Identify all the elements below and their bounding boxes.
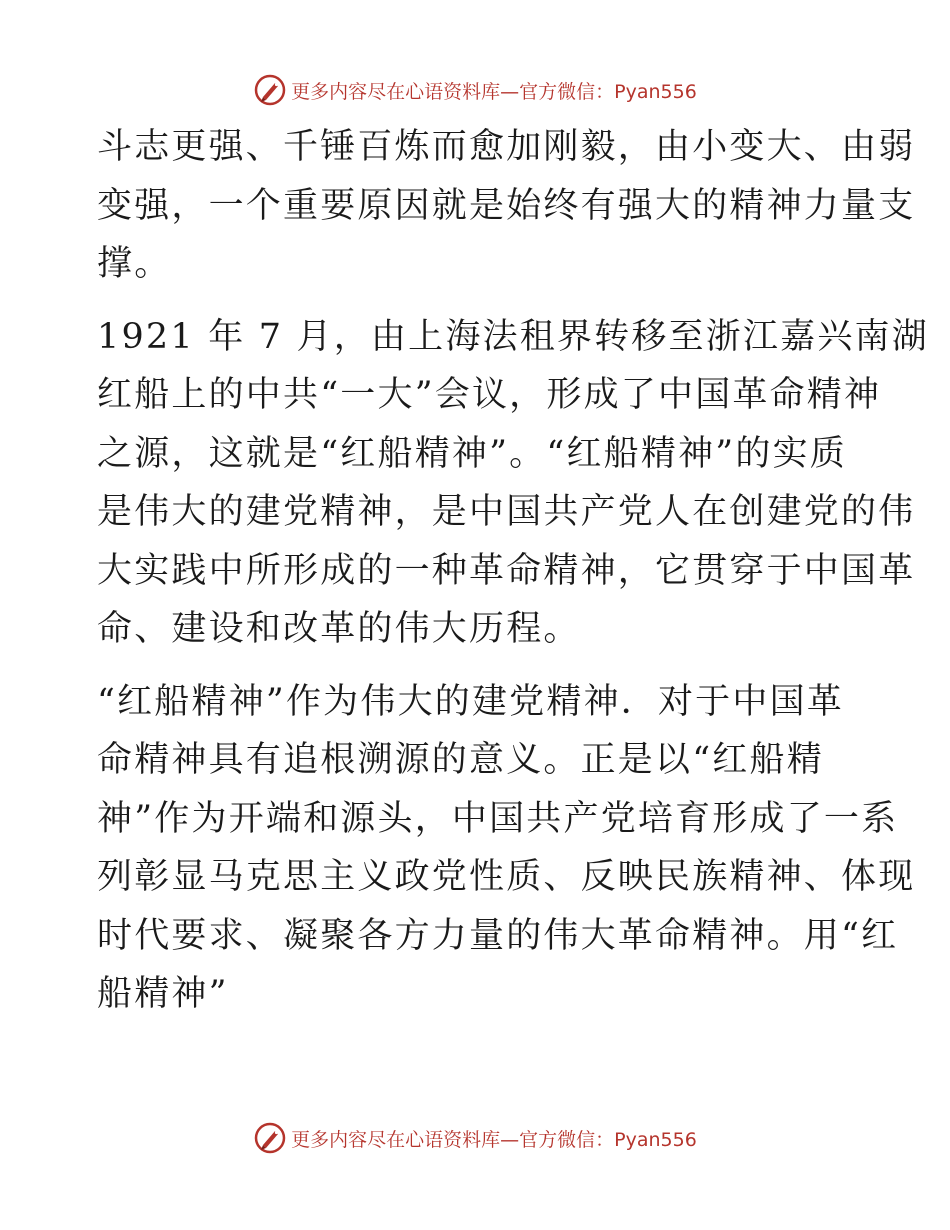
text-line: 是伟大的建党精神，是中国共产党人在创建党的伟 [97, 492, 916, 532]
text-line: 斗志更强、千锤百炼而愈加刚毅，由小变大、由弱 [97, 127, 916, 167]
pen-logo-icon [253, 73, 287, 107]
text-line: 红船上的中共“一大”会议，形成了中国革命精神 [97, 375, 882, 415]
text-line: 命、建设和改革的伟大历程。 [97, 609, 581, 649]
header-watermark [0, 70, 950, 110]
text-line: 船精神” [97, 974, 229, 1014]
watermark-text: 更多内容尽在心语资料库—官方微信：Pyan556 [291, 80, 697, 103]
pen-logo-icon [253, 1121, 287, 1155]
footer-watermark [0, 1118, 950, 1158]
text-line: 时代要求、凝聚各方力量的伟大革命精神。用“红 [97, 915, 899, 956]
paragraph-2 [97, 308, 929, 659]
text-line: 命精神具有追根溯源的意义。正是以“红船精 [97, 740, 824, 780]
paragraph-1 [97, 118, 916, 294]
text-line: 之源，这就是“红船精神”。“红船精神”的实质 [97, 433, 847, 474]
text-line: 撑。 [97, 244, 172, 284]
document-body [97, 118, 929, 1024]
text-line: 大实践中所形成的一种革命精神，它贯穿于中国革 [97, 550, 916, 591]
text-line: 列彰显马克思主义政党性质、反映民族精神、体现 [97, 857, 916, 897]
text-line: 1921 年 7 月，由上海法租界转移至浙江嘉兴南湖 [97, 316, 929, 357]
paragraph-3 [97, 673, 916, 1024]
text-line: 神”作为开端和源头，中国共产党培育形成了一系 [97, 798, 899, 839]
watermark-text: 更多内容尽在心语资料库—官方微信：Pyan556 [291, 1128, 697, 1151]
text-line: “红船精神”作为伟大的建党精神．对于中国革 [97, 681, 844, 722]
text-line: 变强，一个重要原因就是始终有强大的精神力量支 [97, 185, 916, 226]
